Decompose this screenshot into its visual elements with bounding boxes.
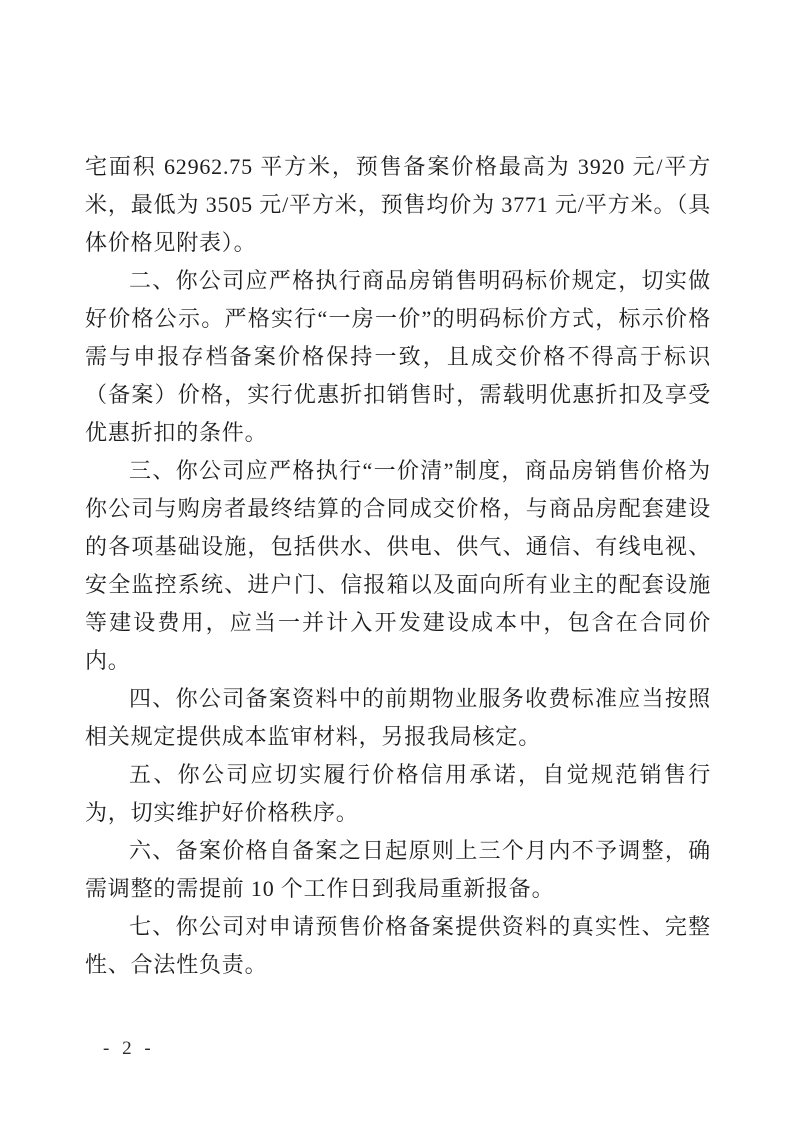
paragraph-item-6: 六、备案价格自备案之日起原则上三个月内不予调整，确需调整的需提前 10 个工作日到我局重新报备。 xyxy=(85,838,711,901)
document-body xyxy=(85,148,711,984)
paragraph-item-3: 三、你公司应严格执行“一价清”制度，商品房销售价格为你公司与购房者最终结算的合同成交价格，与商品房配套建设的各项基础设施，包括供水、供电、供气、通信、有线电视、安全监控系统、进户门、信报箱以及面向所有业主的配套设施等建设费用，应当一并计入开发建设成本中，包含在合同价内。 xyxy=(85,458,711,673)
page-number: - 2 - xyxy=(103,1038,155,1059)
paragraph-item-5: 五、你公司应切实履行价格信用承诺，自觉规范销售行为，切实维护好价格秩序。 xyxy=(85,762,711,825)
paragraph-continuation: 宅面积 62962.75 平方米，预售备案价格最高为 3920 元/平方米，最低为 3505 元/平方米，预售均价为 3771 元/平方米。（具体价格见附表）。 xyxy=(85,154,711,255)
paragraph-item-4: 四、你公司备案资料中的前期物业服务收费标准应当按照相关规定提供成本监审材料，另报我局核定。 xyxy=(85,686,711,749)
paragraph-item-7: 七、你公司对申请预售价格备案提供资料的真实性、完整性、合法性负责。 xyxy=(85,914,711,977)
paragraph-item-2: 二、你公司应严格执行商品房销售明码标价规定，切实做好价格公示。严格实行“一房一价”的明码标价方式，标示价格需与申报存档备案价格保持一致，且成交价格不得高于标识（备案）价格，实行优惠折扣销售时，需载明优惠折扣及享受优惠折扣的条件。 xyxy=(85,268,711,445)
